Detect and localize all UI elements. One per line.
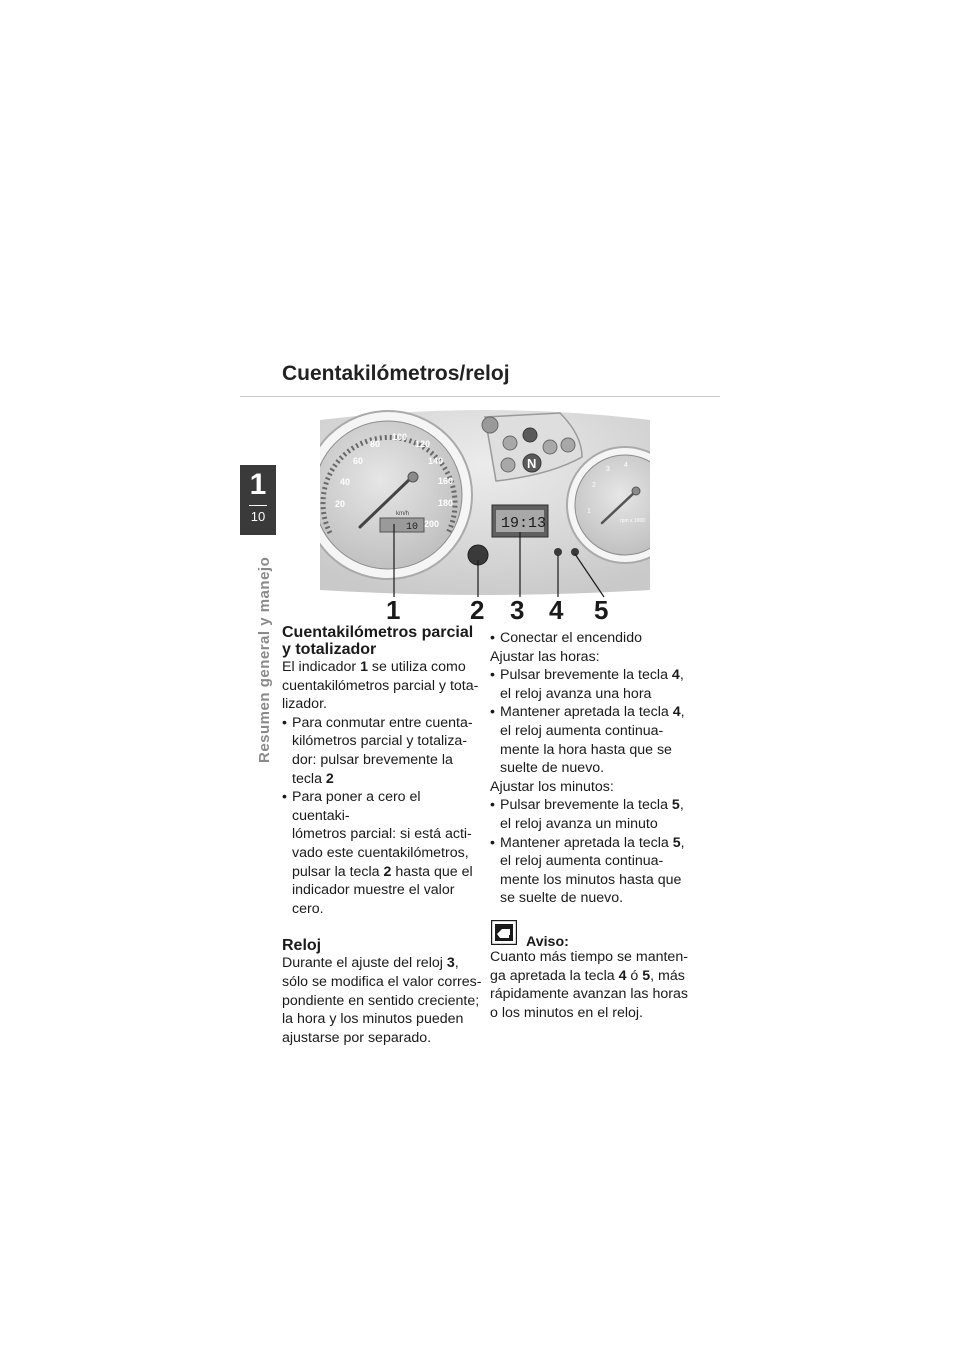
callout-number: 5 [594, 595, 609, 625]
speed-tick: 40 [340, 477, 351, 487]
odometer-value: 10 [406, 522, 419, 533]
page-number: 10 [250, 509, 266, 524]
speedometer-needle-hub [408, 472, 418, 482]
list-item: • Para conmutar entre cuenta- kilómetros parcial y totaliza- dor: pulsar brevemente la tecla 2 [282, 714, 473, 787]
key-ref: 4 [618, 967, 627, 984]
callout-number: 1 [386, 595, 401, 625]
chapter-number: 1 [249, 468, 267, 501]
side-label-text: Resumen general y manejo [256, 556, 273, 763]
heading-line: y totalizador [282, 641, 377, 658]
key-ref: 4 [671, 667, 680, 684]
clock-heading: Reloj [282, 937, 322, 955]
speed-tick: 140 [428, 456, 444, 466]
callout-number: 4 [549, 595, 564, 625]
clock-time: 19:13 [501, 515, 547, 532]
list-item: • Conectar el encendido [490, 630, 642, 646]
subheading-minutes: Ajustar los minutos: [490, 778, 614, 795]
bullet: • [490, 797, 495, 814]
title-divider [240, 396, 720, 397]
warning-lamp [503, 436, 517, 450]
warning-lamp [543, 440, 557, 454]
speed-tick: 120 [415, 439, 431, 449]
bullet: • [490, 630, 495, 646]
bullet: • [490, 704, 495, 721]
note-hand-icon [491, 920, 517, 945]
warning-lamp [501, 458, 515, 472]
list-item: • Pulsar brevemente la tecla 5, el reloj avanza un minuto [490, 797, 684, 832]
page-title: Cuentakilómetros/reloj [282, 362, 510, 385]
speed-tick: 200 [424, 519, 440, 529]
warning-lamp [523, 428, 537, 442]
key-ref: 2 [383, 863, 392, 880]
key-ref: 5 [642, 967, 651, 984]
list-item: • Para poner a cero el cuentaki- lómetros parcial: si está acti- vado este cuentakilómetros, pulsar la tecla 2 hasta que el indicador muestre el valor cero. [282, 789, 473, 917]
left-column [282, 624, 482, 1047]
speed-unit: km/h [396, 511, 410, 517]
callout-number: 2 [470, 595, 485, 625]
right-column [490, 629, 698, 1022]
instrument-cluster-figure [320, 405, 650, 625]
rpm-label: rpm x 1000 [620, 518, 646, 524]
neutral-letter: N [527, 456, 537, 471]
speed-tick: 100 [392, 432, 408, 442]
hour-button [554, 548, 562, 556]
callout-number: 3 [510, 595, 525, 625]
bullet: • [490, 834, 495, 851]
list-item: • Mantener apretada la tecla 5, el reloj aumenta continua- mente los minutos hasta que se suelte de nuevo. [490, 834, 685, 907]
tachometer-needle-hub [632, 487, 640, 495]
subheading-hours: Ajustar las horas: [490, 648, 600, 665]
odometer-heading [282, 624, 482, 658]
rpm-tick: 1 [587, 508, 591, 515]
speed-tick: 80 [370, 439, 381, 449]
odometer-intro: El indicador 1 se utiliza como cuentakilómetros parcial y tota- lizador. [282, 659, 479, 713]
speed-tick: 60 [353, 456, 364, 466]
key-ref: 5 [672, 834, 681, 851]
rpm-tick: 3 [606, 466, 610, 473]
key-ref: 3 [446, 955, 455, 972]
rpm-tick: 2 [592, 482, 596, 489]
key-ref: 5 [671, 797, 680, 814]
note-label: Aviso: [526, 933, 569, 950]
note-paragraph: Cuanto más tiempo se manten- ga apretada la tecla 4 ó 5, más rápidamente avanzan las horas o los minutos en el reloj. [490, 948, 688, 1021]
key-ref: 1 [360, 659, 368, 675]
rpm-tick: 4 [624, 462, 628, 469]
bullet: • [282, 714, 287, 731]
bullet: • [282, 789, 287, 806]
speedometer-dial [320, 421, 462, 569]
speed-tick: 20 [335, 499, 346, 509]
key-ref: 4 [672, 704, 681, 721]
speed-tick: 160 [438, 476, 454, 486]
speed-tick: 180 [438, 498, 454, 508]
list-item: • Mantener apretada la tecla 4, el reloj aumenta continua- mente la hora hasta que se suelte de nuevo. [490, 704, 685, 777]
bullet: • [490, 667, 495, 684]
key-ref: 2 [325, 770, 334, 787]
warning-lamp [561, 438, 575, 452]
warning-lamp [482, 417, 498, 433]
section-gap [282, 918, 482, 937]
note-header [490, 920, 698, 948]
list-item: • Pulsar brevemente la tecla 4, el reloj avanza una hora [490, 667, 684, 702]
clock-paragraph: Durante el ajuste del reloj 3, sólo se modifica el valor corres- pondiente en sentido creciente; la hora y los minutos pueden ajustarse por separado. [282, 955, 482, 1046]
heading-line: Cuentakilómetros parcial [282, 624, 474, 641]
